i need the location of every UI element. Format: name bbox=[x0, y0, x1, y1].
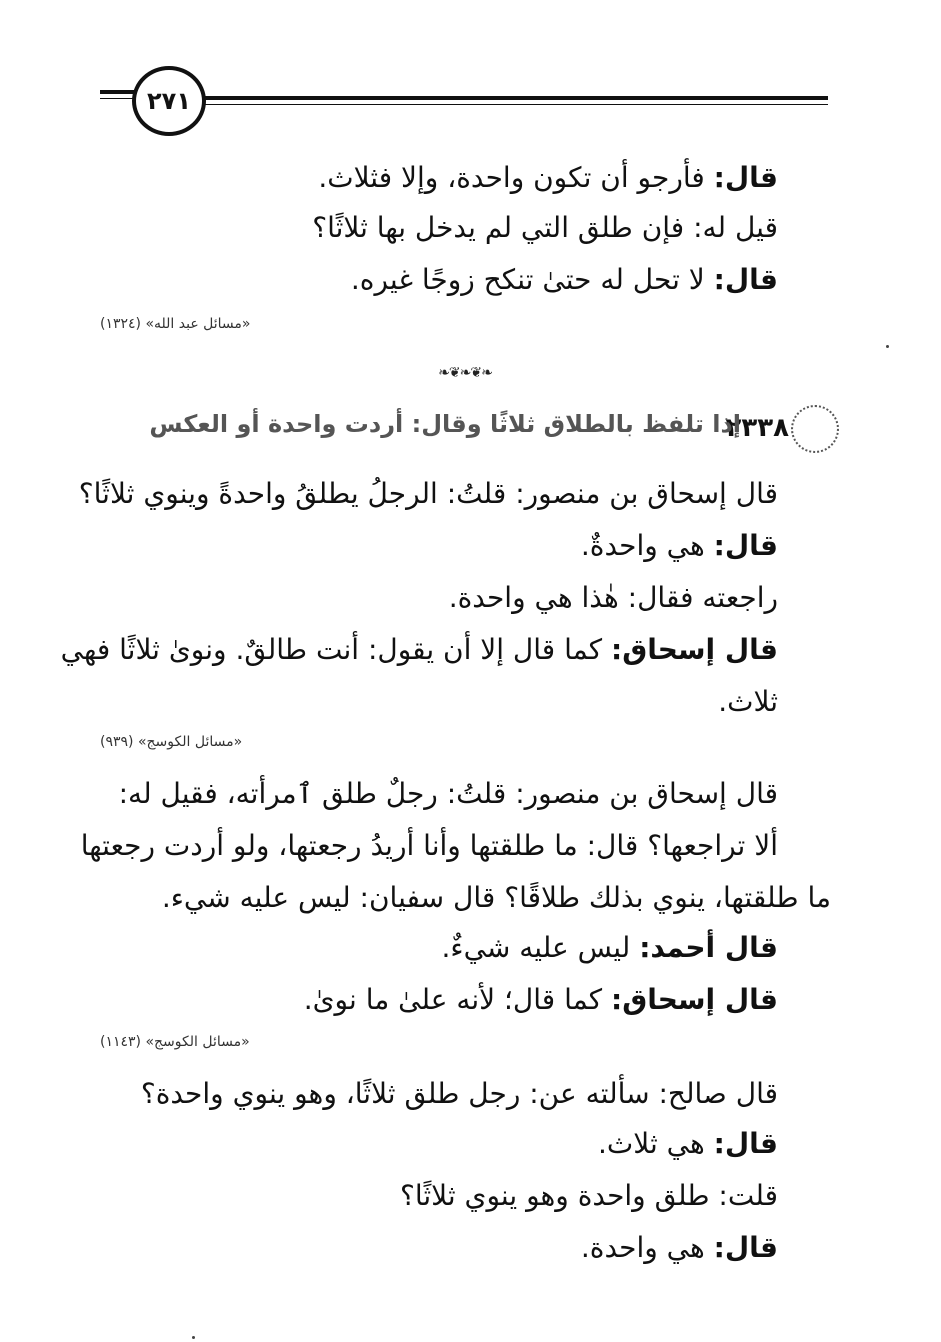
line-text: قال إسحاق بن منصور: قلتُ: رجلٌ طلق ٱمرأته، فقيل له: bbox=[118, 777, 778, 810]
text-line bbox=[318, 158, 778, 198]
header-rule-right-thin bbox=[204, 104, 828, 105]
line-text: لا تحل له حتىٰ تنكح زوجًا غيره. bbox=[350, 263, 714, 296]
section-title: إذا تلفظ بالطلاق ثلاثًا وقال: أردت واحدة أو العكس bbox=[149, 410, 741, 438]
text-line bbox=[79, 474, 778, 514]
line-text: ثلاث. bbox=[718, 685, 778, 718]
text-line bbox=[162, 878, 831, 918]
text-line bbox=[581, 526, 778, 566]
line-text: فأرجو أن تكون واحدة، وإلا فثلاث. bbox=[318, 161, 714, 194]
text-line bbox=[400, 1176, 778, 1216]
speaker-label: قال إسحاق: bbox=[611, 633, 778, 666]
text-line bbox=[581, 1228, 778, 1268]
text-line bbox=[118, 774, 778, 814]
page-number bbox=[132, 66, 206, 136]
speaker-label: قال: bbox=[713, 161, 778, 194]
scan-speck bbox=[192, 1336, 195, 1339]
line-text: هي واحدة. bbox=[580, 1231, 714, 1264]
header-rule-left-thin bbox=[100, 98, 136, 99]
section-divider-ornament: ❧❦❧❦❧ bbox=[438, 365, 492, 381]
speaker-label: قال: bbox=[713, 263, 778, 296]
line-text: هي واحدةٌ. bbox=[580, 529, 714, 562]
rosette-icon bbox=[791, 405, 839, 453]
header-rule-left bbox=[100, 90, 136, 94]
line-text: ليس عليه شيءٌ. bbox=[441, 931, 640, 964]
text-line bbox=[80, 826, 778, 866]
text-line bbox=[141, 1074, 778, 1114]
text-line bbox=[449, 578, 778, 618]
text-line bbox=[60, 630, 778, 670]
speaker-label: قال: bbox=[713, 1127, 778, 1160]
header-rule-right bbox=[204, 96, 828, 100]
speaker-label: قال أحمد: bbox=[639, 931, 778, 964]
line-text: كما قال؛ لأنه علىٰ ما نوىٰ. bbox=[303, 983, 612, 1016]
source-reference: «مسائل الكوسج» (١١٤٣) bbox=[100, 1034, 250, 1050]
line-text: راجعته فقال: هٰذا هي واحدة. bbox=[448, 581, 778, 614]
text-line bbox=[351, 260, 778, 300]
page-number-text: ٢٧١ bbox=[147, 87, 191, 115]
line-text: ما طلقتها، ينوي بذلك طلاقًا؟ قال سفيان: ليس عليه شيء. bbox=[161, 881, 831, 914]
text-line bbox=[304, 980, 778, 1020]
text-line bbox=[442, 928, 779, 968]
text-line bbox=[598, 1124, 778, 1164]
scan-speck bbox=[886, 345, 889, 348]
line-text: قال صالح: سألته عن: رجل طلق ثلاثًا، وهو ينوي واحدة؟ bbox=[140, 1077, 778, 1110]
line-text: قلت: طلق واحدة وهو ينوي ثلاثًا؟ bbox=[399, 1179, 778, 1212]
line-text: ألا تراجعها؟ قال: ما طلقتها وأنا أريدُ رجعتها، ولو أردت رجعتها bbox=[80, 829, 778, 862]
speaker-label: قال إسحاق: bbox=[611, 983, 778, 1016]
line-text: قال إسحاق بن منصور: قلتُ: الرجلُ يطلقُ واحدةً وينوي ثلاثًا؟ bbox=[78, 477, 778, 510]
line-text: قيل له: فإن طلق التي لم يدخل بها ثلاثًا؟ bbox=[312, 211, 778, 244]
line-text: هي ثلاث. bbox=[597, 1127, 714, 1160]
section-number: ٢٣٣٨ bbox=[725, 413, 789, 443]
source-reference: «مسائل الكوسج» (٩٣٩) bbox=[100, 734, 243, 750]
speaker-label: قال: bbox=[713, 529, 778, 562]
source-reference: «مسائل عبد الله» (١٣٢٤) bbox=[100, 316, 251, 332]
line-text: كما قال إلا أن يقول: أنت طالقٌ. ونوىٰ ثلاثًا فهي bbox=[60, 633, 612, 666]
speaker-label: قال: bbox=[713, 1231, 778, 1264]
text-line bbox=[312, 208, 778, 248]
text-line bbox=[718, 682, 778, 722]
